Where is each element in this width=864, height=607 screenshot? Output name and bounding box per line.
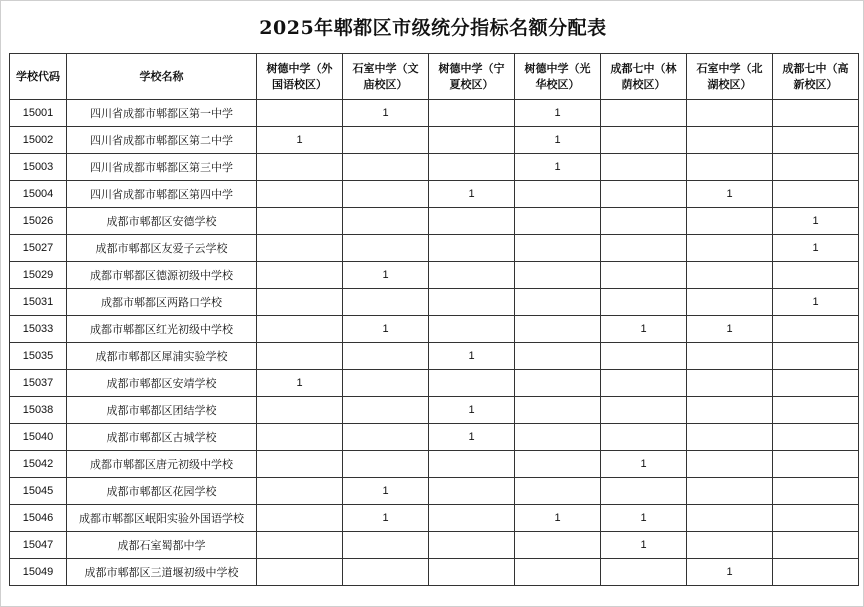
quota-cell	[515, 559, 601, 586]
quota-cell	[257, 235, 343, 262]
quota-cell	[257, 478, 343, 505]
quota-cell	[429, 208, 515, 235]
quota-cell	[687, 505, 773, 532]
quota-cell	[773, 127, 859, 154]
quota-cell	[343, 397, 429, 424]
quota-cell: 1	[687, 181, 773, 208]
quota-cell: 1	[515, 127, 601, 154]
quota-cell: 1	[343, 100, 429, 127]
header-row	[10, 54, 859, 100]
quota-cell: 1	[687, 316, 773, 343]
school-code-cell: 15037	[10, 370, 67, 397]
table-row	[10, 127, 859, 154]
table-row	[10, 424, 859, 451]
table-body	[10, 100, 859, 586]
quota-cell	[429, 532, 515, 559]
table-row	[10, 262, 859, 289]
quota-cell	[687, 343, 773, 370]
quota-cell	[257, 100, 343, 127]
quota-cell	[429, 235, 515, 262]
school-code-cell: 15026	[10, 208, 67, 235]
header-school: 石室中学（文庙校区）	[343, 54, 429, 100]
quota-cell	[773, 100, 859, 127]
quota-cell	[687, 397, 773, 424]
quota-cell	[429, 370, 515, 397]
quota-cell	[601, 181, 687, 208]
quota-cell: 1	[773, 208, 859, 235]
school-name-cell: 成都市郫都区安靖学校	[67, 370, 257, 397]
header-code: 学校代码	[10, 54, 67, 100]
table-row	[10, 559, 859, 586]
quota-cell	[773, 370, 859, 397]
quota-cell	[343, 208, 429, 235]
quota-cell	[343, 424, 429, 451]
school-name-cell: 成都市郫都区两路口学校	[67, 289, 257, 316]
quota-cell	[515, 181, 601, 208]
quota-cell	[773, 478, 859, 505]
quota-cell: 1	[515, 100, 601, 127]
header-school: 石室中学（北湖校区）	[687, 54, 773, 100]
school-name-cell: 成都石室蜀都中学	[67, 532, 257, 559]
page-title: 2025年郫都区市级统分指标名额分配表	[259, 17, 607, 39]
header-name: 学校名称	[67, 54, 257, 100]
quota-cell	[343, 235, 429, 262]
school-name-cell: 成都市郫都区安德学校	[67, 208, 257, 235]
quota-cell	[257, 181, 343, 208]
school-code-cell: 15049	[10, 559, 67, 586]
school-code-cell: 15033	[10, 316, 67, 343]
quota-cell	[601, 289, 687, 316]
quota-cell: 1	[773, 235, 859, 262]
school-name-cell: 成都市郫都区岷阳实验外国语学校	[67, 505, 257, 532]
school-name-cell: 四川省成都市郫都区第一中学	[67, 100, 257, 127]
quota-cell	[257, 451, 343, 478]
quota-cell	[343, 127, 429, 154]
header-school: 成都七中（高新校区）	[773, 54, 859, 100]
quota-cell	[601, 370, 687, 397]
quota-cell: 1	[257, 127, 343, 154]
quota-cell	[601, 262, 687, 289]
quota-cell	[257, 208, 343, 235]
quota-cell	[515, 235, 601, 262]
quota-cell	[687, 235, 773, 262]
quota-cell	[773, 505, 859, 532]
school-code-cell: 15047	[10, 532, 67, 559]
quota-cell: 1	[429, 181, 515, 208]
quota-cell	[429, 262, 515, 289]
quota-cell	[515, 262, 601, 289]
quota-cell	[687, 100, 773, 127]
quota-cell	[343, 289, 429, 316]
school-code-cell: 15045	[10, 478, 67, 505]
quota-cell: 1	[515, 154, 601, 181]
quota-cell	[601, 559, 687, 586]
school-name-cell: 四川省成都市郫都区第四中学	[67, 181, 257, 208]
quota-cell	[773, 316, 859, 343]
table-row	[10, 505, 859, 532]
quota-cell	[687, 370, 773, 397]
quota-cell	[601, 208, 687, 235]
quota-cell	[515, 397, 601, 424]
quota-cell	[773, 397, 859, 424]
quota-cell	[515, 208, 601, 235]
school-name-cell: 成都市郫都区友爱子云学校	[67, 235, 257, 262]
quota-cell: 1	[601, 316, 687, 343]
quota-cell	[515, 343, 601, 370]
quota-cell	[257, 289, 343, 316]
quota-cell: 1	[601, 532, 687, 559]
quota-cell	[343, 451, 429, 478]
quota-cell	[601, 127, 687, 154]
table-row	[10, 235, 859, 262]
school-code-cell: 15004	[10, 181, 67, 208]
table-row	[10, 100, 859, 127]
quota-cell: 1	[687, 559, 773, 586]
quota-cell	[515, 370, 601, 397]
quota-cell	[343, 559, 429, 586]
school-code-cell: 15003	[10, 154, 67, 181]
quota-cell: 1	[773, 289, 859, 316]
school-code-cell: 15001	[10, 100, 67, 127]
school-name-cell: 四川省成都市郫都区第二中学	[67, 127, 257, 154]
quota-cell	[429, 451, 515, 478]
quota-cell	[687, 262, 773, 289]
table-row	[10, 478, 859, 505]
quota-cell	[343, 370, 429, 397]
quota-cell	[601, 424, 687, 451]
quota-cell: 1	[429, 343, 515, 370]
quota-cell	[343, 343, 429, 370]
quota-cell	[257, 397, 343, 424]
quota-cell	[687, 451, 773, 478]
table-row	[10, 370, 859, 397]
table-row	[10, 289, 859, 316]
quota-cell	[429, 154, 515, 181]
quota-cell	[773, 424, 859, 451]
quota-cell	[257, 424, 343, 451]
quota-cell	[429, 127, 515, 154]
quota-cell	[257, 262, 343, 289]
school-name-cell: 成都市郫都区古城学校	[67, 424, 257, 451]
school-code-cell: 15035	[10, 343, 67, 370]
table-row	[10, 154, 859, 181]
quota-cell: 1	[601, 505, 687, 532]
quota-cell: 1	[429, 424, 515, 451]
school-code-cell: 15038	[10, 397, 67, 424]
school-name-cell: 成都市郫都区花园学校	[67, 478, 257, 505]
school-code-cell: 15029	[10, 262, 67, 289]
table-row	[10, 343, 859, 370]
quota-cell	[773, 154, 859, 181]
quota-cell	[601, 397, 687, 424]
school-name-cell: 成都市郫都区唐元初级中学校	[67, 451, 257, 478]
quota-cell	[687, 154, 773, 181]
table-row	[10, 181, 859, 208]
quota-cell	[343, 181, 429, 208]
school-name-cell: 成都市郫都区三道堰初级中学校	[67, 559, 257, 586]
quota-cell	[429, 505, 515, 532]
quota-cell	[773, 451, 859, 478]
quota-cell	[687, 478, 773, 505]
quota-cell	[515, 532, 601, 559]
quota-cell: 1	[429, 397, 515, 424]
quota-cell	[257, 532, 343, 559]
quota-cell	[601, 478, 687, 505]
quota-cell: 1	[257, 370, 343, 397]
quota-cell	[257, 316, 343, 343]
quota-cell	[601, 154, 687, 181]
quota-cell	[773, 559, 859, 586]
quota-cell	[429, 289, 515, 316]
school-code-cell: 15046	[10, 505, 67, 532]
school-name-cell: 成都市郫都区团结学校	[67, 397, 257, 424]
header-school: 树德中学（光华校区）	[515, 54, 601, 100]
quota-cell	[515, 316, 601, 343]
quota-cell	[515, 478, 601, 505]
header-school: 树德中学（外国语校区）	[257, 54, 343, 100]
quota-cell	[257, 505, 343, 532]
quota-cell	[687, 289, 773, 316]
quota-cell: 1	[343, 478, 429, 505]
quota-cell: 1	[343, 262, 429, 289]
quota-cell	[773, 262, 859, 289]
school-name-cell: 四川省成都市郫都区第三中学	[67, 154, 257, 181]
quota-cell	[515, 424, 601, 451]
quota-cell	[687, 208, 773, 235]
school-name-cell: 成都市郫都区红光初级中学校	[67, 316, 257, 343]
quota-cell	[429, 100, 515, 127]
quota-cell	[515, 289, 601, 316]
school-name-cell: 成都市郫都区德源初级中学校	[67, 262, 257, 289]
quota-cell	[773, 532, 859, 559]
quota-cell	[429, 478, 515, 505]
quota-cell	[601, 343, 687, 370]
quota-cell	[257, 154, 343, 181]
school-code-cell: 15040	[10, 424, 67, 451]
quota-cell	[429, 316, 515, 343]
header-school: 成都七中（林荫校区）	[601, 54, 687, 100]
quota-cell	[343, 532, 429, 559]
quota-cell: 1	[343, 505, 429, 532]
school-code-cell: 15027	[10, 235, 67, 262]
quota-cell	[257, 559, 343, 586]
quota-cell	[687, 127, 773, 154]
school-name-cell: 成都市郫都区犀浦实验学校	[67, 343, 257, 370]
quota-cell	[515, 451, 601, 478]
school-code-cell: 15031	[10, 289, 67, 316]
table-row	[10, 451, 859, 478]
header-school: 树德中学（宁夏校区）	[429, 54, 515, 100]
quota-cell: 1	[601, 451, 687, 478]
table-row	[10, 208, 859, 235]
quota-cell	[343, 154, 429, 181]
quota-cell	[687, 532, 773, 559]
school-code-cell: 15042	[10, 451, 67, 478]
quota-cell: 1	[515, 505, 601, 532]
quota-cell	[601, 235, 687, 262]
table-row	[10, 532, 859, 559]
quota-cell: 1	[343, 316, 429, 343]
quota-cell	[257, 343, 343, 370]
quota-cell	[601, 100, 687, 127]
school-code-cell: 15002	[10, 127, 67, 154]
table-row	[10, 397, 859, 424]
quota-cell	[773, 343, 859, 370]
quota-cell	[773, 181, 859, 208]
quota-cell	[687, 424, 773, 451]
quota-cell	[429, 559, 515, 586]
quota-table	[9, 53, 859, 586]
table-row	[10, 316, 859, 343]
